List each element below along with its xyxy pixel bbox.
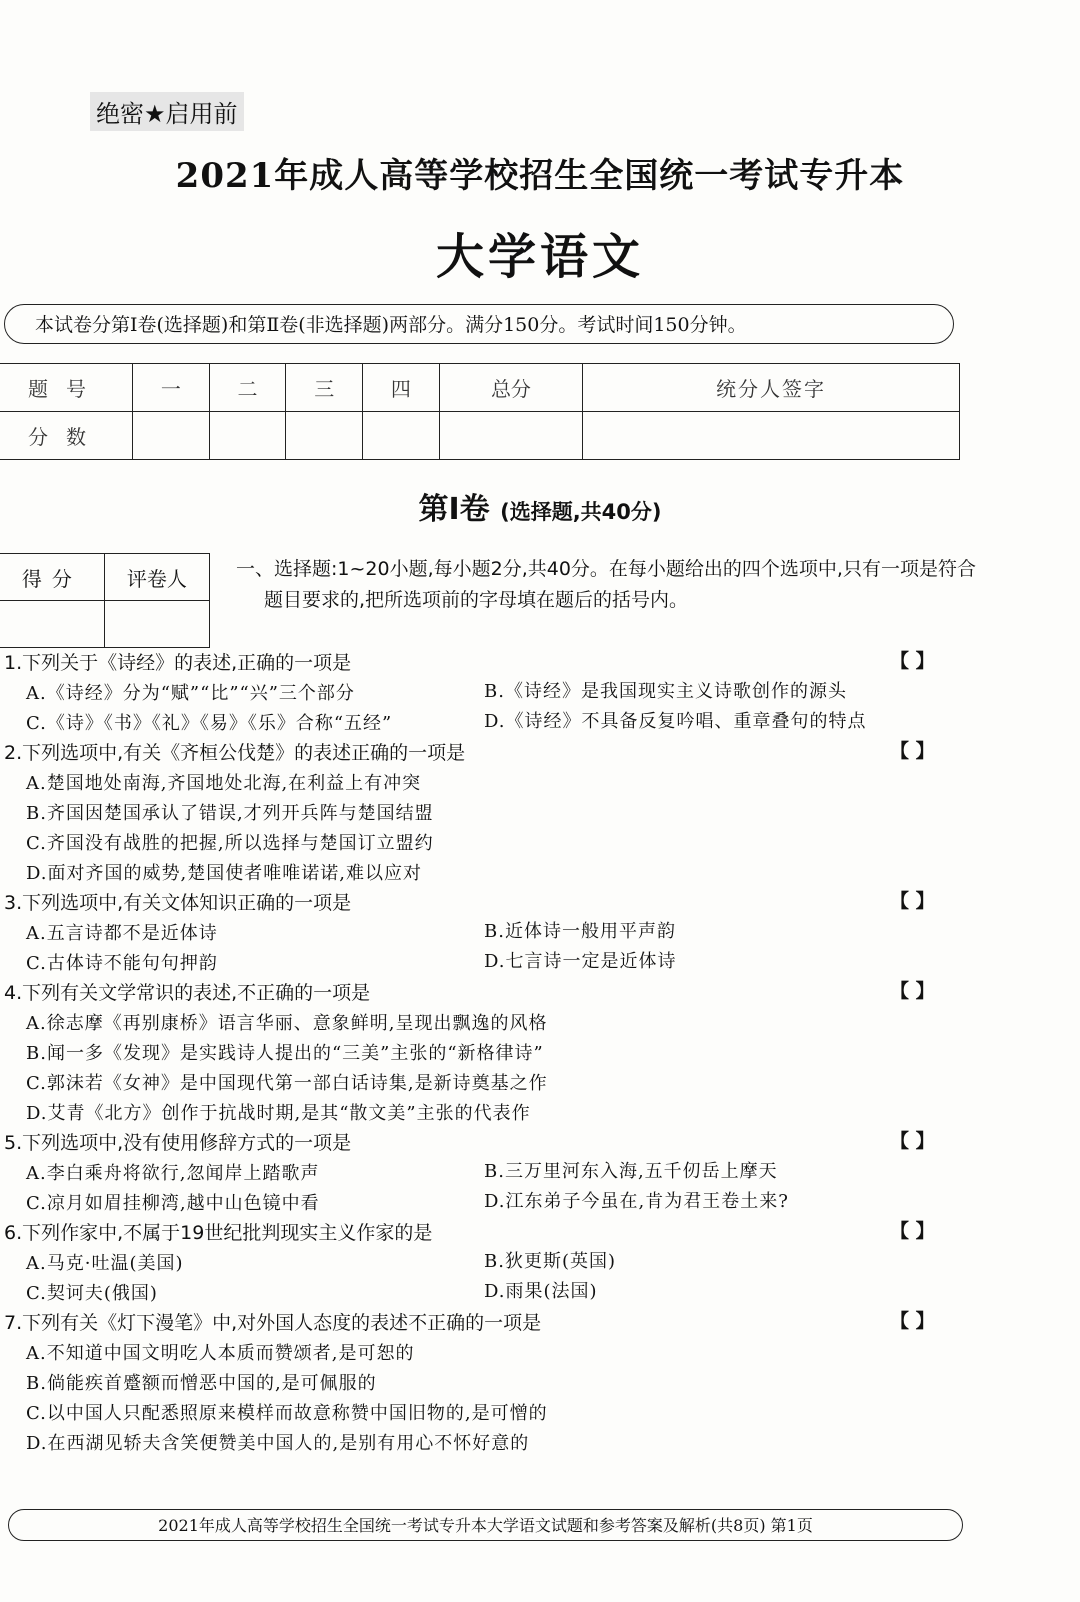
question-option: D.面对齐国的威势,楚国使者唯唯诺诺,难以应对 bbox=[26, 863, 422, 884]
question-option: D.在西湖见轿夫含笑便赞美中国人的,是别有用心不怀好意的 bbox=[26, 1433, 530, 1454]
grader-reviewer-value bbox=[104, 601, 209, 648]
answer-bracket: 【 】 bbox=[890, 650, 935, 672]
question-option: A.李白乘舟将欲行,忽闻岸上踏歌声 bbox=[26, 1163, 320, 1184]
question-option: B.狄更斯(英国) bbox=[484, 1251, 616, 1272]
question-stem: 7.下列有关《灯下漫笔》中,对外国人态度的表述不正确的一项是 bbox=[4, 1312, 542, 1334]
score-value-4 bbox=[363, 412, 440, 460]
question-stem: 6.下列作家中,不属于19世纪批判现实主义作家的是 bbox=[4, 1222, 433, 1244]
confidential-label: 绝密★启用前 bbox=[90, 92, 244, 131]
grader-reviewer-label: 评卷人 bbox=[104, 554, 209, 601]
question-option: D.《诗经》不具备反复吟唱、重章叠句的特点 bbox=[484, 711, 867, 732]
score-table-header-row bbox=[0, 364, 960, 412]
question-option: A.徐志摩《再别康桥》语言华丽、意象鲜明,呈现出飘逸的风格 bbox=[26, 1013, 548, 1034]
exam-instructions: 本试卷分第Ⅰ卷(选择题)和第Ⅱ卷(非选择题)两部分。满分150分。考试时间150分钟。 bbox=[4, 304, 954, 344]
answer-bracket: 【 】 bbox=[890, 1310, 935, 1332]
score-cell-1: 一 bbox=[133, 364, 210, 412]
subject-title: 大学语文 bbox=[435, 229, 644, 285]
score-value-total bbox=[439, 412, 582, 460]
question-option: A.五言诗都不是近体诗 bbox=[26, 923, 218, 944]
question-option: C.凉月如眉挂柳湾,越中山色镜中看 bbox=[26, 1193, 320, 1214]
question-option: A.《诗经》分为“赋”“比”“兴”三个部分 bbox=[26, 683, 355, 704]
question-option: C.以中国人只配悉照原来模样而故意称赞中国旧物的,是可憎的 bbox=[26, 1403, 548, 1424]
score-table bbox=[0, 363, 960, 460]
grader-score-label: 得分 bbox=[0, 554, 104, 601]
exam-title: 2021年成人高等学校招生全国统一考试专升本 bbox=[175, 156, 905, 196]
question-option: A.不知道中国文明吃人本质而赞颂者,是可恕的 bbox=[26, 1343, 415, 1364]
question-option: D.艾青《北方》创作于抗战时期,是其“散文美”主张的代表作 bbox=[26, 1103, 531, 1124]
question-option: D.七言诗一定是近体诗 bbox=[484, 951, 677, 972]
question-stem: 2.下列选项中,有关《齐桓公伐楚》的表述正确的一项是 bbox=[4, 742, 466, 764]
question-option: B.《诗经》是我国现实主义诗歌创作的源头 bbox=[484, 681, 847, 702]
question-option: C.齐国没有战胜的把握,所以选择与楚国订立盟约 bbox=[26, 833, 434, 854]
answer-bracket: 【 】 bbox=[890, 1220, 935, 1242]
answer-bracket: 【 】 bbox=[890, 740, 935, 762]
section-title: 第Ⅰ卷 bbox=[418, 492, 490, 527]
score-cell-label: 题号 bbox=[0, 364, 133, 412]
grader-table bbox=[0, 553, 210, 648]
question-stem: 4.下列有关文学常识的表述,不正确的一项是 bbox=[4, 982, 371, 1004]
answer-bracket: 【 】 bbox=[890, 1130, 935, 1152]
score-value-3 bbox=[286, 412, 363, 460]
grader-score-value bbox=[0, 601, 104, 648]
score-cell-total: 总分 bbox=[439, 364, 582, 412]
question-option: C.郭沫若《女神》是中国现代第一部白话诗集,是新诗奠基之作 bbox=[26, 1073, 548, 1094]
score-value-2 bbox=[209, 412, 286, 460]
question-option: A.马克·吐温(美国) bbox=[26, 1253, 184, 1274]
question-option: C.《诗》《书》《礼》《易》《乐》合称“五经” bbox=[26, 713, 393, 734]
question-stem: 1.下列关于《诗经》的表述,正确的一项是 bbox=[4, 652, 352, 674]
question-stem: 3.下列选项中,有关文体知识正确的一项是 bbox=[4, 892, 352, 914]
answer-bracket: 【 】 bbox=[890, 890, 935, 912]
section-subtitle: (选择题,共40分) bbox=[500, 500, 662, 524]
question-stem: 5.下列选项中,没有使用修辞方式的一项是 bbox=[4, 1132, 352, 1154]
score-cell-2: 二 bbox=[209, 364, 286, 412]
question-option: B.倘能疾首蹙额而憎恶中国的,是可佩服的 bbox=[26, 1373, 377, 1394]
page-footer: 2021年成人高等学校招生全国统一考试专升本大学语文试题和参考答案及解析(共8页) 第1页 bbox=[8, 1509, 963, 1541]
answer-bracket: 【 】 bbox=[890, 980, 935, 1002]
question-option: D.江东弟子今虽在,肯为君王卷土来? bbox=[484, 1191, 789, 1212]
score-row-label: 分数 bbox=[0, 412, 133, 460]
question-option: A.楚国地处南海,齐国地处北海,在利益上有冲突 bbox=[26, 773, 422, 794]
question-option: B.闻一多《发现》是实践诗人提出的“三美”主张的“新格律诗” bbox=[26, 1043, 544, 1064]
score-cell-3: 三 bbox=[286, 364, 363, 412]
score-value-signature bbox=[583, 412, 960, 460]
section-heading bbox=[0, 484, 1080, 528]
score-cell-signature: 统分人签字 bbox=[583, 364, 960, 412]
question-option: C.古体诗不能句句押韵 bbox=[26, 953, 218, 974]
question-instructions: 一、选择题:1~20小题,每小题2分,共40分。在每小题给出的四个选项中,只有一项是符合题目要求的,把所选项前的字母填在题后的括号内。 bbox=[236, 558, 976, 611]
score-cell-4: 四 bbox=[363, 364, 440, 412]
question-option: B.近体诗一般用平声韵 bbox=[484, 921, 676, 942]
score-table-value-row bbox=[0, 412, 960, 460]
question-option: D.雨果(法国) bbox=[484, 1281, 598, 1302]
question-option: B.齐国因楚国承认了错误,才列开兵阵与楚国结盟 bbox=[26, 803, 434, 824]
question-option: B.三万里河东入海,五千仞岳上摩天 bbox=[484, 1161, 778, 1182]
score-value-1 bbox=[133, 412, 210, 460]
question-option: C.契诃夫(俄国) bbox=[26, 1283, 158, 1304]
